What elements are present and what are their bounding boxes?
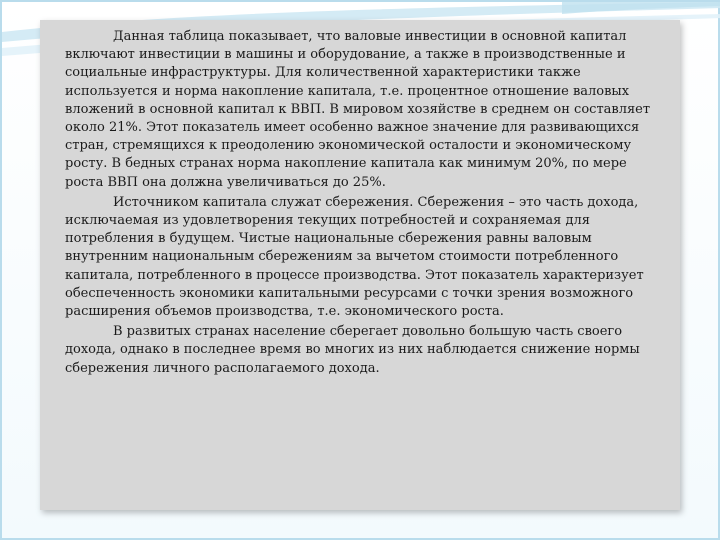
paragraph-3: В развитых странах население сберегает довольно большую часть своего дохода, однако в последнее время во многих из них наблюдается снижение нормы сбережения личного располагаемого дохода.: [65, 324, 640, 376]
paragraph-2: Источником капитала служат сбережения. Сбережения – это часть дохода, исключаемая из удовлетворения текущих потребностей и сохраняемая для потребления в будущем. Чистые национальные сбережения равны валовым внутренним национальным сбережениям за вычетом стоимости потребленного капитала, потребленного в процессе производства. Этот показатель характеризует обеспеченность экономики капитальными ресурсами с точки зрения возможного расширения объемов производства, т.е. экономического роста.: [65, 194, 644, 320]
paragraph-1: Данная таблица показывает, что валовые инвестиции в основной капитал включают инвестиции в машины и оборудование, а также в производственные и социальные инфраструктуры. Для количественной характеристики также используется и норма накопление капитала, т.е. процентное отношение валовых вложений в основной капитал к ВВП. В мировом хозяйстве в среднем он составляет около 21%. Этот показатель имеет особенно важное значение для развивающихся стран, стремящихся к преодолению экономической осталости и экономическому росту. В бедных странах норма накопление капитала как минимум 20%, по мере роста ВВП она должна увеличиваться до 25%.: [65, 29, 651, 190]
document-body: [65, 28, 665, 380]
